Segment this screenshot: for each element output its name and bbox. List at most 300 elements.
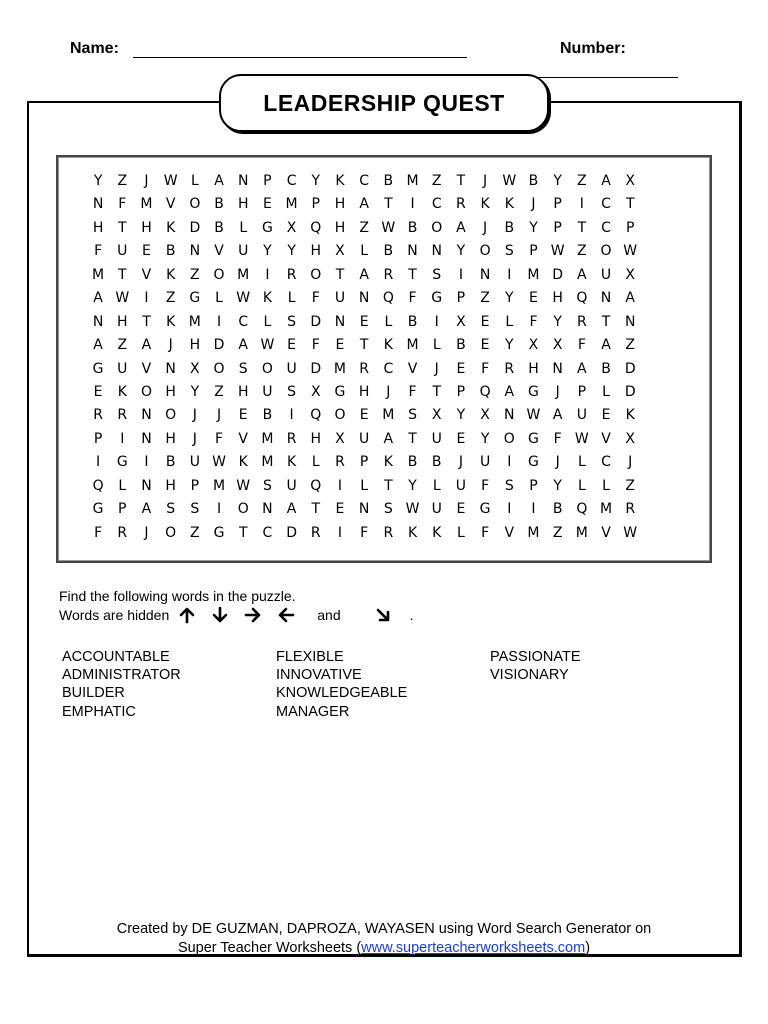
grid-letter: G bbox=[261, 219, 273, 236]
grid-letter: D bbox=[624, 360, 636, 377]
grid-letter: X bbox=[190, 360, 200, 377]
grid-letter: N bbox=[92, 313, 104, 330]
grid-letter: Q bbox=[479, 383, 491, 400]
grid-letter: X bbox=[335, 430, 345, 447]
grid-letter: J bbox=[555, 383, 560, 400]
grid-letter: M bbox=[140, 196, 153, 213]
instructions-line: Find the following words in the puzzle. bbox=[59, 588, 296, 604]
grid-letter: R bbox=[335, 454, 345, 471]
grid-letter: C bbox=[601, 196, 611, 213]
grid-letter: J bbox=[483, 219, 488, 236]
grid-letter: O bbox=[431, 219, 443, 236]
grid-letter: K bbox=[166, 219, 176, 236]
grid-letter: M bbox=[599, 501, 613, 518]
grid-letter: B bbox=[214, 219, 224, 236]
grid-row bbox=[86, 311, 692, 334]
grid-letter: L bbox=[215, 290, 223, 307]
grid-letter: K bbox=[335, 173, 345, 189]
grid-letter: U bbox=[479, 454, 491, 471]
grid-letter: Q bbox=[576, 290, 588, 307]
grid-letter: A bbox=[214, 173, 224, 189]
grid-row bbox=[86, 404, 692, 427]
grid-letter: H bbox=[552, 290, 563, 307]
grid-letter: D bbox=[286, 524, 297, 541]
grid-letter: N bbox=[262, 501, 273, 518]
grid-letter: O bbox=[334, 407, 346, 424]
grid-letter: H bbox=[165, 383, 176, 400]
grid-letter: Z bbox=[190, 266, 200, 283]
grid-letter: O bbox=[213, 266, 225, 283]
grid-letter: A bbox=[141, 337, 152, 354]
grid-letter: A bbox=[359, 196, 369, 213]
grid-letter: O bbox=[479, 243, 491, 260]
grid-letter: L bbox=[505, 313, 514, 330]
word-item: PASSIONATE bbox=[490, 649, 581, 665]
grid-letter: S bbox=[190, 501, 200, 518]
grid-letter: J bbox=[216, 407, 222, 424]
grid-letter: I bbox=[579, 196, 584, 213]
grid-letter: I bbox=[507, 454, 512, 471]
grid-letter: P bbox=[359, 454, 369, 471]
grid-letter: D bbox=[310, 313, 322, 330]
grid-letter: C bbox=[359, 173, 370, 189]
grid-letter: P bbox=[529, 477, 538, 494]
grid-letter: B bbox=[528, 173, 539, 189]
grid-letter: N bbox=[407, 243, 418, 260]
word-list-column-3 bbox=[490, 648, 581, 684]
grid-letter: S bbox=[504, 477, 514, 494]
grid-letter: B bbox=[165, 454, 176, 471]
grid-letter: A bbox=[238, 337, 248, 354]
grid-letter: W bbox=[236, 290, 251, 307]
grid-letter: E bbox=[335, 337, 345, 354]
grid-letter: A bbox=[286, 501, 297, 518]
grid-letter: L bbox=[384, 313, 393, 330]
grid-letter: G bbox=[92, 360, 104, 377]
grid-letter: N bbox=[431, 243, 442, 260]
grid-letter: R bbox=[625, 501, 636, 518]
grid-letter: C bbox=[601, 219, 611, 236]
grid-letter: Y bbox=[287, 243, 296, 260]
grid-letter: Y bbox=[553, 477, 562, 494]
grid-letter: P bbox=[93, 430, 103, 447]
grid-letter: X bbox=[286, 219, 297, 236]
grid-letter: Z bbox=[625, 337, 636, 354]
grid-row bbox=[86, 170, 692, 193]
grid-letter: Q bbox=[382, 290, 394, 307]
grid-letter: V bbox=[214, 243, 224, 260]
grid-letter: T bbox=[601, 313, 611, 330]
grid-letter: Z bbox=[577, 173, 587, 189]
grid-letter: J bbox=[531, 196, 536, 213]
grid-letter: E bbox=[456, 360, 466, 377]
grid-letter: L bbox=[432, 477, 441, 494]
grid-letter: W bbox=[502, 173, 517, 189]
grid-letter: H bbox=[165, 477, 176, 494]
grid-letter: R bbox=[117, 407, 128, 424]
grid-letter: X bbox=[528, 337, 539, 354]
grid-letter: I bbox=[410, 196, 415, 213]
grid-letter: K bbox=[383, 454, 393, 471]
grid-letter: L bbox=[432, 337, 441, 354]
grid-letter: P bbox=[263, 173, 272, 189]
grid-letter: R bbox=[93, 407, 103, 424]
grid-letter: B bbox=[214, 196, 224, 213]
grid-letter: U bbox=[117, 243, 128, 260]
grid-letter: B bbox=[383, 243, 394, 260]
grid-letter: I bbox=[216, 313, 222, 330]
grid-letter: C bbox=[431, 196, 442, 213]
grid-row bbox=[86, 334, 692, 357]
grid-letter: L bbox=[239, 219, 248, 236]
grid-letter: N bbox=[189, 243, 201, 260]
grid-letter: R bbox=[286, 430, 297, 447]
grid-letter: D bbox=[624, 383, 636, 400]
grid-letter: V bbox=[141, 266, 152, 283]
grid-letter: G bbox=[431, 290, 443, 307]
grid-letter: N bbox=[552, 360, 563, 377]
grid-letter: H bbox=[528, 360, 539, 377]
grid-letter: T bbox=[577, 219, 587, 236]
grid-letter: B bbox=[407, 313, 418, 330]
grid-letter: Q bbox=[310, 407, 322, 424]
grid-letter: P bbox=[577, 383, 587, 400]
grid-letter: H bbox=[141, 219, 152, 236]
grid-letter: S bbox=[166, 501, 176, 518]
grid-letter: L bbox=[457, 524, 465, 541]
grid-letter: T bbox=[625, 196, 635, 213]
grid-letter: K bbox=[262, 290, 272, 307]
grid-letter: U bbox=[455, 477, 467, 494]
grid-letter: A bbox=[601, 337, 611, 354]
grid-letter: C bbox=[601, 454, 611, 471]
grid-letter: K bbox=[625, 407, 635, 424]
grid-letter: M bbox=[261, 430, 274, 447]
directions-line bbox=[59, 605, 414, 625]
grid-letter: I bbox=[337, 477, 343, 494]
grid-letter: F bbox=[529, 313, 538, 330]
grid-letter: I bbox=[289, 407, 294, 424]
word-list-column-2 bbox=[276, 648, 407, 721]
grid-letter: K bbox=[117, 383, 127, 400]
grid-letter: B bbox=[456, 337, 466, 354]
grid-letter: A bbox=[141, 501, 152, 518]
grid-row bbox=[86, 240, 692, 263]
grid-letter: I bbox=[96, 454, 101, 471]
grid-letter: H bbox=[237, 196, 249, 213]
grid-letter: K bbox=[238, 454, 248, 471]
word-list-column-1 bbox=[62, 648, 181, 721]
grid-letter: H bbox=[117, 313, 128, 330]
grid-row bbox=[86, 498, 692, 521]
grid-letter: Y bbox=[456, 407, 466, 424]
grid-letter: O bbox=[213, 360, 225, 377]
grid-letter: U bbox=[262, 383, 273, 400]
grid-letter: K bbox=[166, 266, 176, 283]
grid-letter: F bbox=[577, 337, 586, 354]
grid-letter: E bbox=[287, 337, 297, 354]
grid-letter: M bbox=[382, 407, 395, 424]
grid-row bbox=[86, 264, 692, 287]
grid-letter: Z bbox=[117, 337, 128, 354]
grid-letter: V bbox=[504, 524, 515, 541]
grid-letter: Z bbox=[117, 173, 128, 189]
grid-letter: M bbox=[261, 454, 274, 471]
grid-letter: E bbox=[142, 243, 151, 260]
grid-letter: J bbox=[192, 430, 197, 447]
grid-letter: O bbox=[140, 383, 152, 400]
grid-letter: D bbox=[552, 266, 564, 283]
grid-letter: M bbox=[527, 524, 540, 541]
grid-letter: E bbox=[238, 407, 248, 424]
grid-letter: W bbox=[623, 524, 638, 541]
grid-letter: F bbox=[408, 290, 417, 307]
down-right-arrow-icon bbox=[374, 606, 398, 624]
grid-letter: L bbox=[602, 383, 610, 400]
grid-letter: Y bbox=[93, 173, 103, 189]
grid-letter: Z bbox=[480, 290, 490, 307]
grid-letter: X bbox=[335, 243, 345, 260]
grid-letter: V bbox=[165, 196, 176, 213]
grid-letter: F bbox=[481, 477, 490, 494]
grid-letter: N bbox=[141, 477, 152, 494]
grid-letter: P bbox=[553, 196, 562, 213]
grid-letter: L bbox=[360, 243, 369, 260]
grid-letter: F bbox=[481, 524, 490, 541]
grid-letter: E bbox=[456, 430, 466, 447]
grid-letter: A bbox=[625, 290, 635, 307]
grid-letter: M bbox=[285, 196, 298, 213]
name-label: Name: bbox=[70, 40, 119, 57]
grid-letter: J bbox=[555, 454, 560, 471]
grid-letter: J bbox=[144, 524, 149, 541]
grid-letter: H bbox=[310, 243, 322, 260]
grid-letter: R bbox=[359, 360, 370, 377]
grid-letter: O bbox=[310, 266, 322, 283]
grid-letter: R bbox=[117, 524, 128, 541]
grid-letter: Q bbox=[310, 477, 322, 494]
grid-letter: Z bbox=[625, 477, 636, 494]
grid-letter: J bbox=[483, 173, 488, 189]
grid-letter: T bbox=[359, 337, 369, 354]
grid-letter: A bbox=[601, 173, 611, 189]
grid-letter: B bbox=[552, 501, 563, 518]
grid-letter: J bbox=[434, 360, 439, 377]
grid-letter: Z bbox=[190, 524, 200, 541]
grid-letter: F bbox=[215, 430, 224, 447]
grid-letter: Y bbox=[505, 290, 514, 307]
grid-letter: F bbox=[360, 524, 369, 541]
grid-letter: P bbox=[625, 219, 635, 236]
grid-letter: W bbox=[574, 430, 589, 447]
grid-letter: N bbox=[141, 407, 152, 424]
grid-letter: M bbox=[188, 313, 201, 330]
word-search-grid bbox=[86, 170, 692, 545]
title-banner bbox=[219, 74, 549, 132]
grid-row bbox=[86, 358, 692, 381]
grid-letter: L bbox=[311, 454, 320, 471]
word-item: MANAGER bbox=[276, 703, 350, 720]
and-label: and bbox=[317, 607, 341, 623]
grid-letter: F bbox=[481, 360, 490, 377]
grid-letter: H bbox=[165, 430, 176, 447]
grid-letter: T bbox=[335, 266, 345, 283]
grid-letter: F bbox=[94, 524, 103, 541]
grid-letter: W bbox=[212, 454, 226, 471]
grid-letter: X bbox=[456, 313, 466, 330]
grid-letter: P bbox=[456, 383, 466, 400]
grid-letter: B bbox=[407, 219, 418, 236]
grid-letter: H bbox=[237, 383, 249, 400]
grid-letter: G bbox=[528, 430, 539, 447]
grid-letter: U bbox=[189, 454, 200, 471]
grid-letter: Y bbox=[190, 383, 200, 400]
grid-letter: M bbox=[406, 173, 419, 189]
grid-letter: A bbox=[93, 337, 103, 354]
grid-letter: M bbox=[333, 360, 347, 377]
grid-letter: K bbox=[504, 196, 514, 213]
grid-letter: U bbox=[600, 266, 612, 283]
grid-letter: E bbox=[359, 407, 369, 424]
grid-letter: Y bbox=[311, 173, 321, 189]
grid-letter: J bbox=[458, 454, 463, 471]
grid-letter: B bbox=[504, 219, 515, 236]
grid-letter: N bbox=[479, 266, 491, 283]
grid-row bbox=[86, 428, 692, 451]
left-arrow-icon bbox=[277, 606, 301, 624]
grid-letter: I bbox=[265, 266, 270, 283]
grid-letter: H bbox=[358, 383, 370, 400]
grid-letter: R bbox=[383, 524, 394, 541]
grid-letter: G bbox=[116, 454, 128, 471]
grid-letter: F bbox=[553, 430, 562, 447]
superteacher-link[interactable]: www.superteacherworksheets.com bbox=[361, 940, 586, 956]
grid-letter: U bbox=[286, 360, 297, 377]
grid-letter: L bbox=[602, 477, 610, 494]
grid-letter: E bbox=[480, 337, 490, 354]
grid-letter: T bbox=[384, 196, 393, 213]
period: . bbox=[409, 607, 414, 623]
grid-letter: I bbox=[531, 501, 536, 518]
grid-letter: I bbox=[458, 266, 463, 283]
word-item: EMPHATIC bbox=[62, 703, 136, 720]
word-item: INNOVATIVE bbox=[276, 667, 362, 684]
grid-letter: V bbox=[238, 430, 248, 447]
grid-letter: X bbox=[625, 430, 636, 447]
grid-letter: P bbox=[118, 501, 127, 518]
grid-letter: W bbox=[115, 290, 130, 307]
grid-letter: H bbox=[310, 430, 322, 447]
word-item: ACCOUNTABLE bbox=[62, 649, 170, 665]
grid-letter: K bbox=[383, 337, 393, 354]
grid-letter: P bbox=[311, 196, 320, 213]
grid-letter: T bbox=[408, 266, 417, 283]
grid-row bbox=[86, 217, 692, 240]
grid-letter: Y bbox=[456, 243, 466, 260]
grid-letter: I bbox=[144, 290, 149, 307]
grid-letter: Y bbox=[553, 173, 562, 189]
grid-letter: H bbox=[334, 196, 346, 213]
grid-letter: P bbox=[553, 219, 562, 236]
grid-letter: S bbox=[432, 266, 442, 283]
grid-letter: O bbox=[261, 360, 273, 377]
word-item: VISIONARY bbox=[490, 667, 569, 684]
grid-letter: W bbox=[163, 173, 178, 189]
grid-letter: R bbox=[456, 196, 466, 213]
grid-letter: N bbox=[165, 360, 176, 377]
grid-letter: E bbox=[601, 407, 611, 424]
grid-letter: E bbox=[529, 290, 538, 307]
grid-letter: G bbox=[92, 501, 104, 518]
grid-letter: U bbox=[334, 290, 346, 307]
grid-letter: X bbox=[625, 266, 636, 283]
grid-letter: P bbox=[529, 243, 538, 260]
grid-letter: I bbox=[507, 266, 512, 283]
word-item: BUILDER bbox=[62, 685, 125, 702]
grid-letter: U bbox=[117, 360, 128, 377]
grid-letter: T bbox=[432, 383, 441, 400]
grid-letter: M bbox=[92, 266, 105, 283]
grid-letter: S bbox=[238, 360, 248, 377]
grid-letter: I bbox=[144, 454, 149, 471]
grid-letter: B bbox=[262, 407, 273, 424]
grid-letter: W bbox=[236, 477, 251, 494]
grid-letter: E bbox=[262, 196, 272, 213]
grid-letter: B bbox=[431, 454, 442, 471]
grid-letter: S bbox=[504, 243, 514, 260]
grid-letter: T bbox=[238, 524, 248, 541]
grid-letter: A bbox=[552, 407, 563, 424]
grid-letter: H bbox=[189, 337, 201, 354]
grid-letter: Q bbox=[92, 477, 104, 494]
grid-letter: A bbox=[456, 219, 466, 236]
grid-letter: Y bbox=[480, 430, 490, 447]
grid-letter: M bbox=[575, 524, 588, 541]
down-arrow-icon bbox=[211, 606, 235, 624]
grid-letter: G bbox=[528, 383, 539, 400]
grid-letter: W bbox=[623, 243, 638, 260]
grid-letter: R bbox=[286, 266, 297, 283]
grid-letter: X bbox=[552, 337, 563, 354]
page-title: LEADERSHIP QUEST bbox=[263, 89, 505, 116]
grid-letter: F bbox=[118, 196, 127, 213]
word-item: ADMINISTRATOR bbox=[62, 667, 181, 684]
grid-letter: N bbox=[92, 196, 104, 213]
grid-letter: L bbox=[263, 313, 272, 330]
grid-letter: V bbox=[601, 430, 611, 447]
right-arrow-icon bbox=[244, 606, 268, 624]
grid-letter: A bbox=[504, 383, 515, 400]
grid-letter: V bbox=[141, 360, 152, 377]
credit-suffix: ) bbox=[585, 940, 591, 956]
grid-letter: E bbox=[93, 383, 103, 400]
grid-letter: W bbox=[260, 337, 275, 354]
grid-letter: C bbox=[383, 360, 394, 377]
grid-letter: T bbox=[311, 501, 321, 518]
grid-letter: A bbox=[577, 266, 587, 283]
grid-letter: V bbox=[407, 360, 418, 377]
grid-letter: O bbox=[600, 243, 612, 260]
grid-letter: J bbox=[628, 454, 633, 471]
grid-letter: G bbox=[213, 524, 225, 541]
grid-letter: F bbox=[94, 243, 103, 260]
grid-letter: M bbox=[237, 266, 250, 283]
grid-letter: N bbox=[504, 407, 515, 424]
grid-letter: G bbox=[334, 383, 346, 400]
grid-letter: V bbox=[601, 524, 611, 541]
grid-letter: J bbox=[192, 407, 197, 424]
grid-letter: E bbox=[335, 501, 345, 518]
